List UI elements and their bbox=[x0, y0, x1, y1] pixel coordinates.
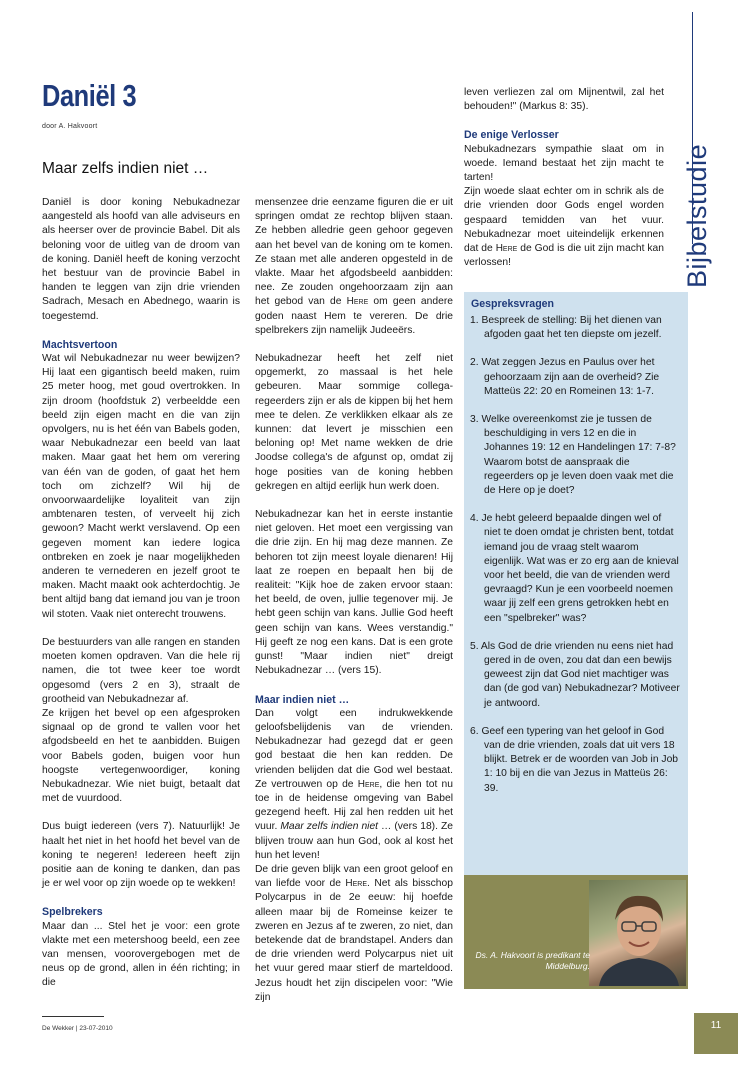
author-byline: door A. Hakvoort bbox=[42, 123, 98, 130]
text-run: mensenzee drie eenzame figuren die er uit springen omdat ze rechtop blijven staan. Ze hebben alledrie geen gehoor gegeven aan het bevel van de koning om te komen. Ze staan met alle anderen opgesteld in de vlakte. Maar het afgodsbeeld aanbidden: nee. Ze zouden ongehoorzaam zijn aan het gebod van de bbox=[255, 197, 453, 308]
paragraph: leven verliezen zal om Mijnentwil, zal het behouden!" (Markus 8: 35). bbox=[464, 87, 664, 113]
text-run: Here bbox=[357, 778, 380, 790]
questions-heading: Gespreksvragen bbox=[471, 298, 555, 310]
paragraph bbox=[464, 185, 664, 270]
text-run: … (vers 18). Ze blijven trouw aan hun God, ook al kost het hun het leven! bbox=[255, 821, 453, 861]
column-1 bbox=[42, 196, 240, 1005]
text-run: om geen andere goden naast Hem te vereren. De drie spelbrekers zijn namelijk Judeeërs. bbox=[255, 296, 453, 336]
question-item: 2. Wat zeggen Jezus en Paulus over het gehoorzaam zijn aan de overheid? Zie Matteüs 22: 20 en Romeinen 13: 1-7. bbox=[470, 357, 660, 397]
section-label: Bijbelstudie bbox=[682, 143, 712, 288]
column-3 bbox=[464, 86, 664, 284]
paragraph bbox=[255, 196, 453, 338]
footer-publication: De Wekker | 23-07-2010 bbox=[42, 1025, 113, 1032]
text-run: . Net als bisschop Polycarpus in de 2e eeuw: hij hoefde alleen maar bij de Romeinse keizer te zweren en Jezus af te zweren, zo niet, dan betekende dat de brandstapel. Anders dan de drie vrienden werd Polycarpus niet uit het vuur gered maar stierf de marteldood. Jezus houdt het zijn discipelen voor: "Wie zijn bbox=[255, 878, 453, 1003]
text-run: Maar zelfs indien niet bbox=[280, 821, 379, 833]
text-run: Here bbox=[495, 243, 518, 255]
heading-spelbrekers: Spelbrekers bbox=[42, 906, 103, 919]
question-item: 3. Welke overeenkomst zie je tussen de beschuldiging in vers 12 en die in Johannes 19: 12 en Handelingen 17: 7-8? Waarom botst de aanspraak die regeerders op je leven doen vaak met die de Here op je doet? bbox=[470, 414, 676, 497]
text-run: de God is die uit zijn macht kan verlossen! bbox=[464, 243, 664, 269]
heading-enige-verlosser: De enige Verlosser bbox=[464, 129, 559, 142]
question-item: 1. Bespreek de stelling: Bij het dienen van afgoden gaat het ten diepste om jezelf. bbox=[470, 315, 662, 341]
text-run: Here bbox=[345, 878, 368, 890]
questions-list bbox=[470, 314, 680, 810]
paragraph bbox=[255, 863, 453, 1005]
article-subtitle: Maar zelfs indien niet … bbox=[42, 160, 209, 177]
text-run: De drie geven blijk van een groot geloof en van liefde voor de bbox=[255, 863, 453, 890]
author-photo bbox=[589, 880, 686, 986]
paragraph: De bestuurders van alle rangen en standen moeten komen opdraven. Van die hele rij namen, die tot twee keer toe wordt opgesomd (vers 2 en 3), straalt de grootheid van Nebukadnezar af. bbox=[42, 636, 240, 705]
article-title: Daniël 3 bbox=[42, 78, 137, 113]
paragraph bbox=[255, 707, 453, 863]
paragraph: Daniël is door koning Nebukadnezar aangesteld als hoofd van alle adviseurs en als heerser over de provincie Babel. Dit als beloning voor de uitleg van de droom van de koning. Daniël heeft de koning verzocht het bestuur van de provincie Babel in handen te leggen van zijn drie vrienden Sadrach, Mesach en Abednego, waarin is toegestemd. bbox=[42, 197, 240, 322]
question-item: 6. Geef een typering van het geloof in God van de drie vrienden, zoals dat uit vers 18 blijkt. Betrek er de woorden van Job in Job 1: 10 bij en die van Jezus in Matteüs 26: 39. bbox=[470, 725, 679, 794]
paragraph: Nebukadnezar heeft het zelf niet opgemerkt, zo massaal is het hele gebeuren. Maar sommige collega-regeerders zijn er als de kippen bij het hem mee te delen. Ze verklikken elkaar als ze kunnen: dat levert je misschien een beloning op! Met name wekken de drie Joodse collega's de afgunst op, omdat zij hoge posities van de koning hebben gekregen en altijd eerlijk hun werk doen. bbox=[255, 353, 453, 492]
photo-caption: Ds. A. Hakvoort is predikant te Middelburg. bbox=[475, 950, 590, 971]
page-number: 11 bbox=[694, 1013, 738, 1054]
paragraph: Ze krijgen het bevel op een afgesproken signaal op de grond te vallen voor het afgodsbeeld en het te aanbidden. Buigen voor Babels goden, buigen voor hun hoogste vertegenwoordiger, koning Nebukadnezar. Wie niet buigt, betaalt dat met de vuurdood. bbox=[42, 707, 240, 805]
question-item: 4. Je hebt geleerd bepaalde dingen wel of niet te doen omdat je christen bent, totdat iemand jou de vraag stelt waarom eigenlijk. Wat was er zo erg aan de knieval voor het beeld, die van de vrienden werd gevraagd? Kun je een voorbeeld noemen waar jij zelf een grens getrokken hebt en een "spelbreker" was? bbox=[470, 513, 679, 624]
portrait-illustration bbox=[589, 880, 686, 986]
footer-rule bbox=[42, 1016, 104, 1017]
paragraph: Maar dan ... Stel het je voor: een grote vlakte met een metershoog beeld, een zee van mensen, voorovergebogen met de neus op de grond, allen in één richting; in die bbox=[42, 920, 240, 989]
paragraph: Wat wil Nebukadnezar nu weer bewijzen? Hij laat een gigantisch beeld maken, ruim 25 meter hoog, met goud overtrokken. In zijn droom (hoofdstuk 2) verbeeldde een beeld zijn eigen macht en die van zijn opvolgers, nu is het één van Babels goden, waar Nebukadnezar een beeld van laat maken. Maar gaat het hem om verering van één van de goden, of gaat het hem toch om zichzelf? Wil hij de onvoorwaardelijke loyaliteit van zijn ambtenaren testen, of verveelt hij zich gewoon? Macht werkt verslavend. Op een gegeven moment kan iedere logica ontbreken en zoek je naar mogelijkheden anderen te vernederen en jezelf groot te maken. Macht maakt ook achterdochtig. Je bent altijd bang dat iemand jou van je troon wil stoten. Vaak niet onterecht trouwens. bbox=[42, 353, 240, 620]
question-item: 5. Als God de drie vrienden nu eens niet had gered in de oven, zou dat dan een bewijs geweest zijn dat God niet machtiger was dan (de god van) Nebukadnezar? Motiveer je antwoord. bbox=[470, 640, 680, 709]
text-run: , die hen tot nu toe in de heidense omgeving van Babel gezegend heeft. Hij zal hen redden uit het vuur. bbox=[255, 778, 453, 833]
paragraph: Nebukadnezars sympathie slaat om in woede. Iemand bestaat het zijn macht te tarten! bbox=[464, 143, 664, 184]
paragraph: Dus buigt iedereen (vers 7). Natuurlijk! Je haalt het niet in het hoofd het bevel van de koning te negeren! Iedereen heeft zijn positie aan de koning te danken, dan pas je er wel voor op zijn woede op te wekken! bbox=[42, 821, 240, 890]
text-run: Zijn woede slaat echter om in schrik als de drie vrienden door Gods engel worden gespaard temidden van het vuur. Nebukadnezar moet uiteindelijk erkennen dat de bbox=[464, 186, 664, 255]
text-run: Here bbox=[346, 296, 369, 308]
column-2 bbox=[255, 196, 453, 1019]
text-run: Dan volgt een indrukwekkende geloofsbelijdenis van de vrienden. Nebukadnezar had gezegd dat er geen god bestaat die hen kan redden. De vrienden belijden dat die God wel bestaat. Ze vertrouwen op de bbox=[255, 707, 453, 790]
heading-machtsvertoon: Machtsvertoon bbox=[42, 338, 118, 351]
heading-maar-indien-niet: Maar indien niet … bbox=[255, 693, 350, 706]
paragraph: Nebukadnezar kan het in eerste instantie niet geloven. Het moet een vergissing van die drie zijn. En hij mag deze mannen. Ze behoren tot zijn meest loyale dienaren! Hij laat ze roepen en bepaalt hen bij de realiteit: "Kijk hoe de zaken ervoor staan: het beeld, de oven, jullie tegenover mij. Je hebt geen schijn van kans. Jullie God heeft geen schijn van kans. Wees verstandig." Hij geeft ze nog een kans. Dat is een grote gunst! "Maar indien niet" dreigt Nebukadnezar … (vers 15). bbox=[255, 509, 453, 677]
